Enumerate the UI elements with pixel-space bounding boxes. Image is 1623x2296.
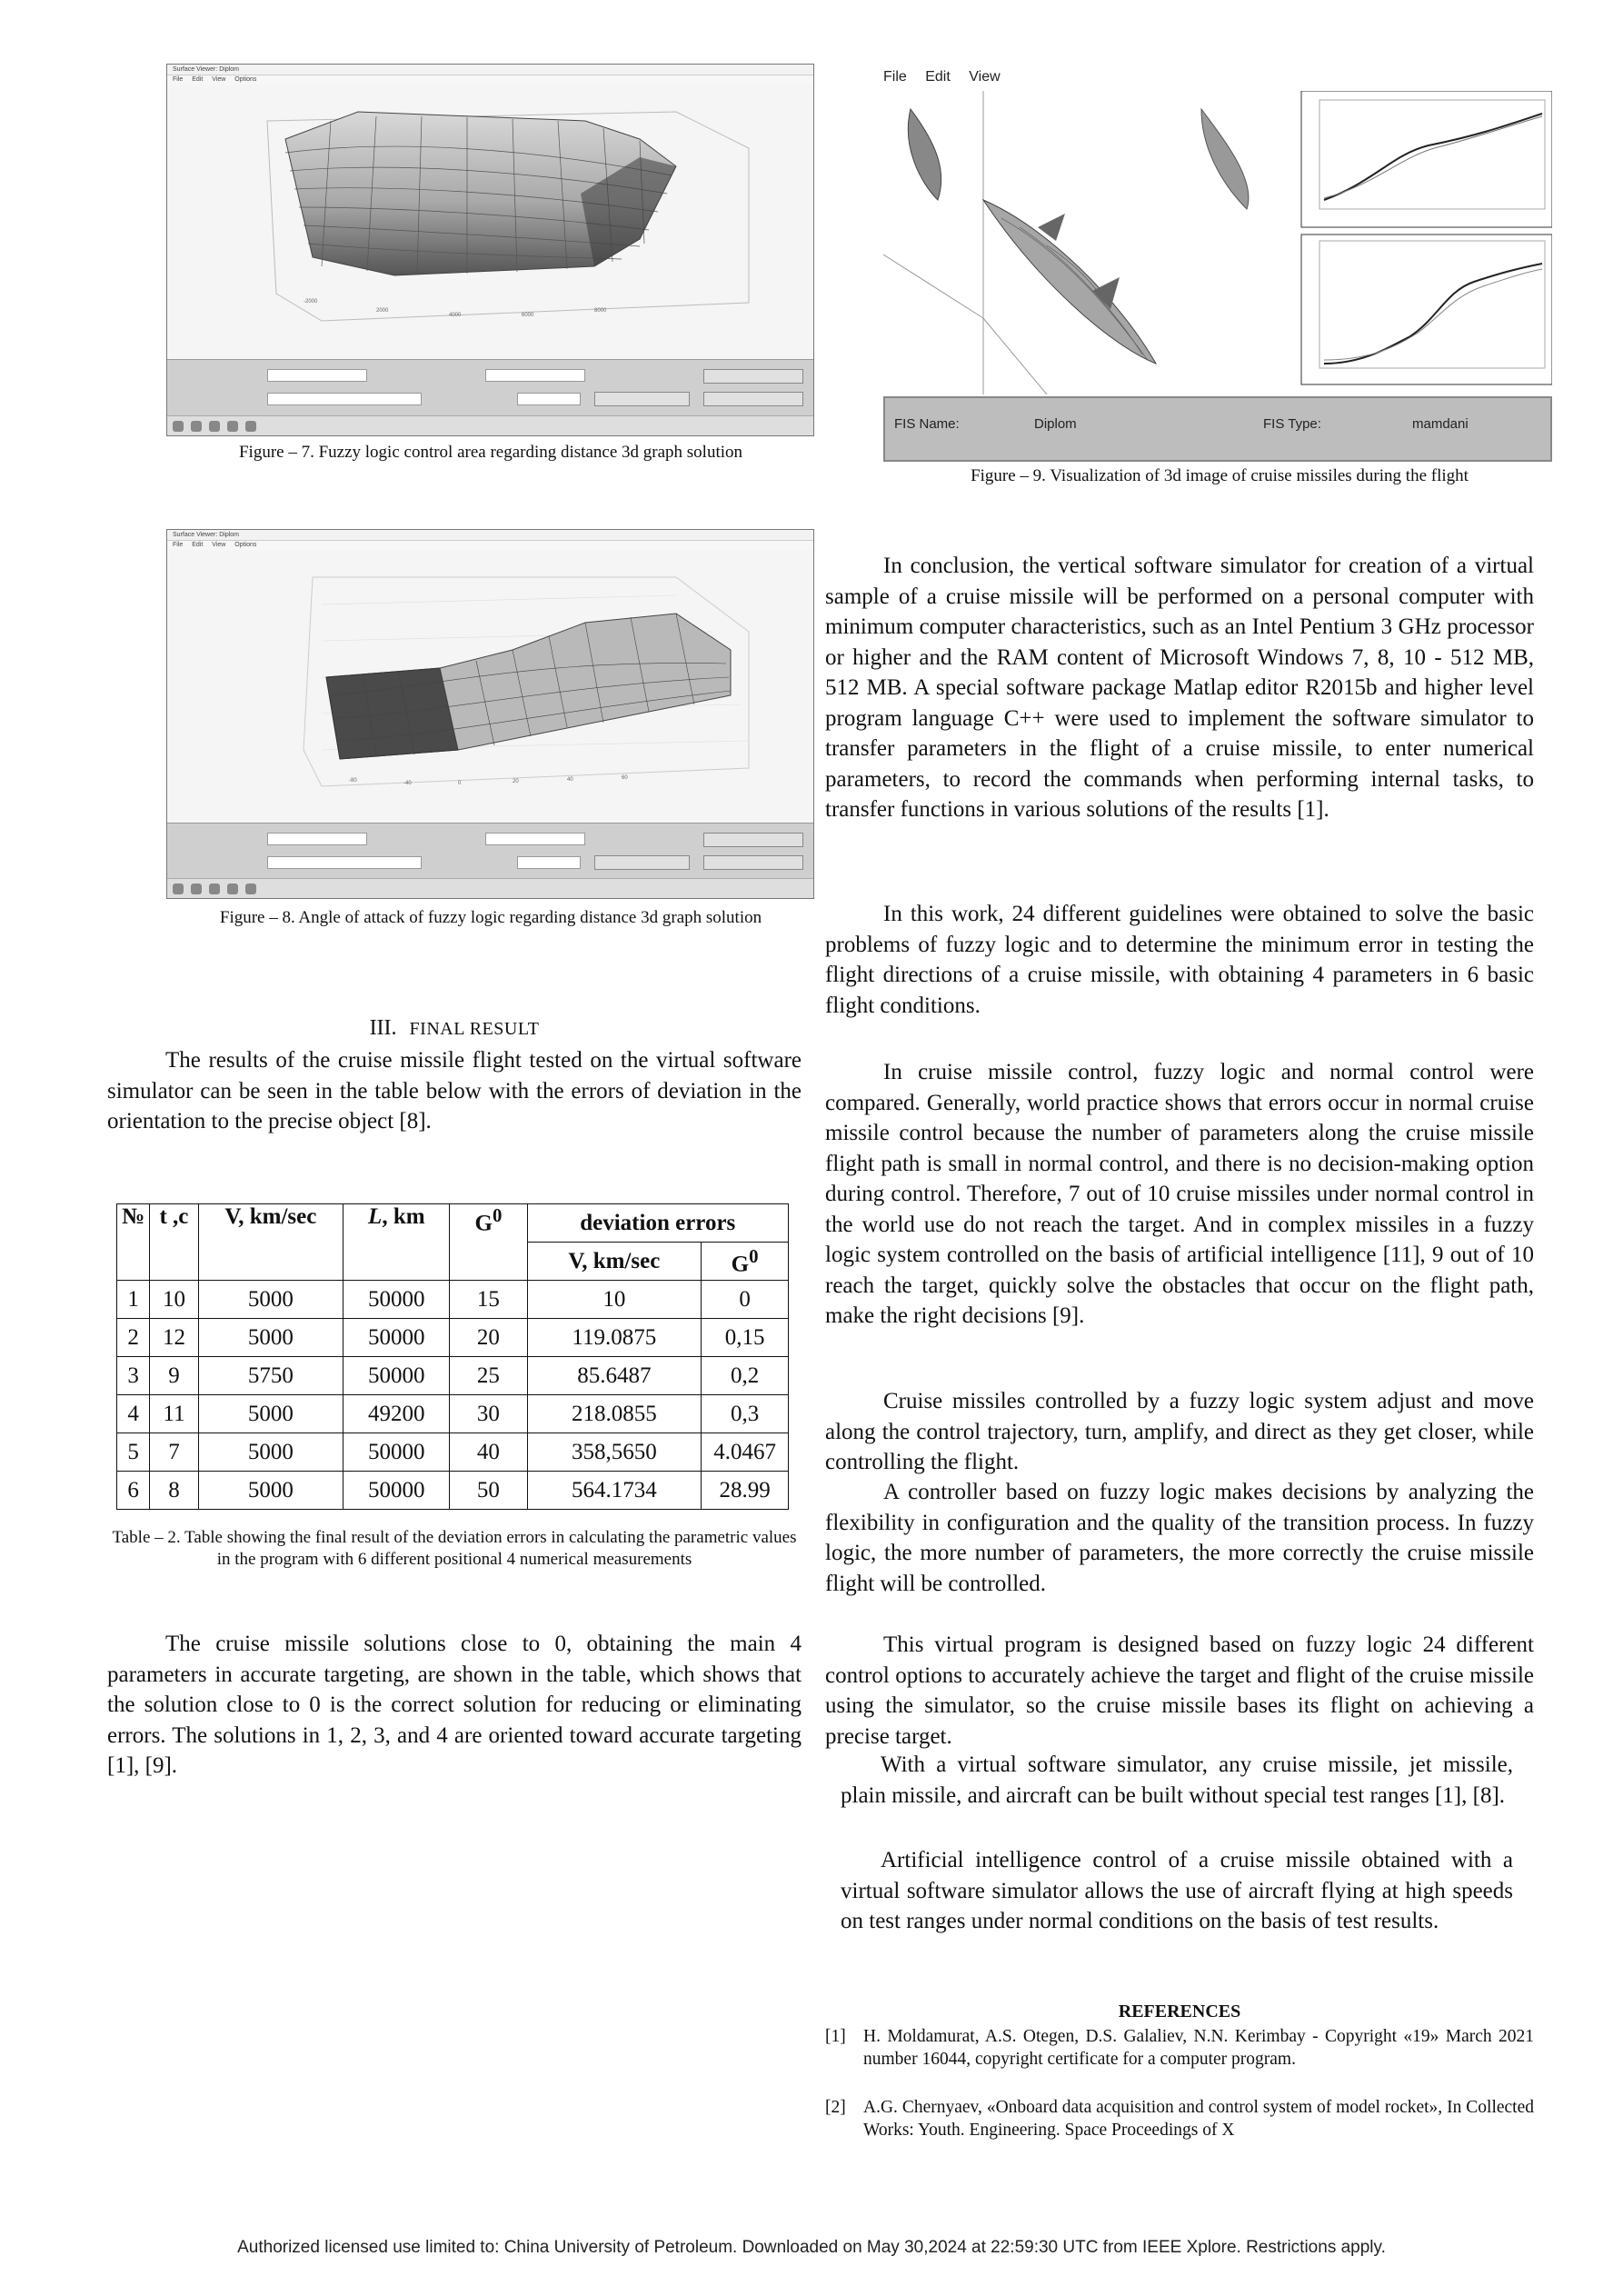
table-header-row [117, 1204, 789, 1243]
fis-name-label: FIS Name: [894, 416, 960, 432]
matlab-icon[interactable] [245, 883, 256, 894]
surface-plot [167, 85, 814, 359]
help-button[interactable] [594, 392, 690, 406]
section-heading [107, 1016, 802, 1041]
menu-view[interactable]: View [212, 76, 226, 83]
menu-bar [167, 75, 813, 85]
license-footer: Authorized licensed use limited to: China University of Petroleum. Downloaded on May 30,2024 at 22:59:30 UTC from IEEE Xplore. Restrictions apply. [237, 2238, 1386, 2257]
menu-file[interactable]: File [173, 76, 184, 83]
cell-l: 50000 [344, 1319, 450, 1357]
left-after-table-paragraph: The cruise missile solutions close to 0, obtaining the main 4 parameters in accurate targeting, are shown in the table, which shows that the solution close to 0 is the correct solution for reducing or eliminating errors. The solutions in 1, 2, 3, and 4 are oriented toward accurate targeting [1], [9]. [107, 1632, 802, 1778]
y-input-field[interactable] [485, 369, 585, 382]
menu-options[interactable]: Options [234, 542, 257, 548]
taskbar [167, 878, 813, 898]
right-paragraph-7: With a virtual software simulator, any cruise missile, jet missile, plain missile, and aircraft can be built without special test ranges [1], [8]. [841, 1752, 1513, 1808]
reference-text: A.G. Chernyaev, «Onboard data acquisition and control system of model rocket», In Collected Works: Youth. Engineering. Space Proceedings of X [863, 2098, 1534, 2140]
search-icon[interactable] [191, 883, 202, 894]
cell-no: 2 [117, 1319, 150, 1357]
menu-options[interactable]: Options [234, 76, 257, 83]
section-title: FINAL RESULT [409, 1019, 540, 1039]
cell-g: 50 [450, 1472, 527, 1510]
menu-file[interactable]: File [883, 69, 907, 85]
fis-name-value: Diplom [1034, 416, 1077, 432]
section-number: III. [369, 1016, 397, 1040]
figure-9-caption: Figure – 9. Visualization of 3d image of cruise missiles during the flight [971, 466, 1469, 485]
header-deviation: deviation errors [527, 1204, 788, 1243]
header-dev-v: V, km/sec [527, 1243, 702, 1281]
cell-l: 50000 [344, 1357, 450, 1395]
svg-text:-40: -40 [403, 781, 412, 786]
ref-input-field[interactable] [267, 393, 422, 405]
cell-dev-v: 564.1734 [527, 1472, 702, 1510]
start-icon[interactable] [173, 421, 184, 432]
cell-g: 30 [450, 1395, 527, 1433]
cell-no: 1 [117, 1281, 150, 1319]
header-dev-g-letter: G [731, 1252, 750, 1277]
control-panel [167, 359, 813, 417]
fis-type-label: FIS Type: [1263, 416, 1321, 432]
surface-plot-area [167, 550, 813, 823]
header-l-italic: L [368, 1204, 383, 1229]
x-input-field[interactable] [267, 369, 367, 382]
header-t: t ,c [150, 1204, 198, 1281]
table-row [117, 1433, 789, 1472]
header-v: V, km/sec [198, 1204, 344, 1281]
cell-v: 5000 [198, 1472, 344, 1510]
reference-item [825, 2025, 1534, 2071]
matlab-icon[interactable] [245, 421, 256, 432]
table-row [117, 1472, 789, 1510]
svg-text:40: 40 [567, 777, 573, 783]
references-title: REFERENCES [1118, 2002, 1241, 2021]
header-l [344, 1204, 450, 1281]
figure-7-screenshot [166, 64, 814, 436]
evaluate-button[interactable] [703, 833, 803, 847]
figure-7-caption: Figure – 7. Fuzzy logic control area regarding distance 3d graph solution [238, 443, 742, 462]
left-intro-paragraph: The results of the cruise missile flight tested on the virtual software simulator can be seen in the table below with the errors of deviation in the orientation to the precise object [8]. [107, 1048, 802, 1133]
x-input-field[interactable] [267, 833, 367, 845]
table-row [117, 1319, 789, 1357]
cell-l: 50000 [344, 1472, 450, 1510]
cell-t: 10 [150, 1281, 198, 1319]
reference-item [825, 2096, 1534, 2141]
close-button[interactable] [703, 855, 803, 870]
y-input-field[interactable] [485, 833, 585, 845]
svg-text:60: 60 [622, 775, 628, 781]
plot-points-field[interactable] [517, 393, 581, 405]
table-row [117, 1357, 789, 1395]
cell-v: 5000 [198, 1395, 344, 1433]
cell-l: 50000 [344, 1433, 450, 1472]
cell-no: 6 [117, 1472, 150, 1510]
right-paragraph-1: In conclusion, the vertical software simulator for creation of a virtual sample of a cruise missile will be performed on a personal computer with minimum computer characteristics, such as an Intel Pentium 3 GHz processor or higher and the RAM content of Microsoft Windows 7, 8, 10 - 512 MB, 512 MB. A special software package Matlap editor R2015b and higher level program language C++ were used to implement the software simulator to transfer parameters in the flight of a cruise missile, to enter numerical parameters, to record the commands when performing internal tasks, to transfer functions in various solutions of the results [1]. [825, 554, 1534, 822]
svg-text:-2000: -2000 [304, 299, 318, 304]
cell-g: 40 [450, 1433, 527, 1472]
menu-view[interactable]: View [212, 542, 226, 548]
browser-icon[interactable] [227, 883, 238, 894]
figure-8-screenshot [166, 529, 814, 899]
control-panel [167, 823, 813, 880]
cell-dev-g: 28.99 [702, 1472, 789, 1510]
menu-edit[interactable]: Edit [192, 542, 204, 548]
header-dev-g [702, 1243, 789, 1281]
cell-dev-v: 85.6487 [527, 1357, 702, 1395]
menu-view[interactable]: View [969, 69, 1001, 85]
cell-l: 50000 [344, 1281, 450, 1319]
reference-number: [2] [825, 2098, 846, 2117]
cell-v: 5000 [198, 1433, 344, 1472]
cell-dev-g: 0,2 [702, 1357, 789, 1395]
cell-no: 5 [117, 1433, 150, 1472]
right-paragraph-2: In this work, 24 different guidelines were obtained to solve the basic problems of fuzzy logic and to determine the minimum error in testing the flight directions of a cruise missile, with obtaining 4 parameters in 6 basic flight conditions. [825, 902, 1534, 1018]
cell-l: 49200 [344, 1395, 450, 1433]
help-button[interactable] [594, 855, 690, 870]
svg-text:0: 0 [458, 781, 462, 786]
app-icon[interactable] [209, 421, 220, 432]
cell-t: 11 [150, 1395, 198, 1433]
right-paragraph-3: In cruise missile control, fuzzy logic and normal control were compared. Generally, world practice shows that errors occur in normal cruise missile control because the number of parameters along the cruise missile flight path is small in normal control, and there is no decision-making option during control. Therefore, 7 out of 10 cruise missiles under normal control in the world use do not reach the target. And in complex missiles in a fuzzy logic system controlled on the basis of artificial intelligence [11], 9 out of 10 reach the target, quickly solve the obstacles that occur on the flight path, make the right decisions [9]. [825, 1060, 1534, 1328]
cell-v: 5000 [198, 1281, 344, 1319]
menu-edit[interactable]: Edit [925, 69, 951, 85]
right-paragraph-4: Cruise missiles controlled by a fuzzy logic system adjust and move along the control trajectory, turn, amplify, and direct as they get closer, while controlling the flight. [825, 1389, 1534, 1474]
window-title: Surface Viewer: Diplom [167, 530, 813, 541]
reference-number: [1] [825, 2027, 846, 2046]
cell-t: 8 [150, 1472, 198, 1510]
svg-text:-80: -80 [349, 778, 357, 784]
svg-text:4000: 4000 [449, 313, 462, 318]
cell-no: 3 [117, 1357, 150, 1395]
header-g-letter: G [474, 1211, 493, 1236]
header-no: № [117, 1204, 150, 1281]
svg-text:20: 20 [513, 779, 519, 784]
svg-text:2000: 2000 [376, 308, 389, 314]
right-paragraph-6: This virtual program is designed based on fuzzy logic 24 different control options to accurately achieve the target and flight of the cruise missile using the simulator, so the cruise missile bases its flight on achieving a precise target. [825, 1632, 1534, 1749]
cell-t: 12 [150, 1319, 198, 1357]
search-icon[interactable] [191, 421, 202, 432]
results-table [116, 1203, 789, 1510]
table-caption: Table – 2. Table showing the final result of the deviation errors in calculating the parametric values in the program with 6 different positional 4 numerical measurements [112, 1528, 797, 1569]
menu-bar [883, 69, 1015, 85]
window-title: Surface Viewer: Diplom [167, 65, 813, 75]
table-row [117, 1281, 789, 1319]
cell-g: 15 [450, 1281, 527, 1319]
cell-g: 25 [450, 1357, 527, 1395]
fis-info-bar [883, 396, 1552, 462]
figure-8-caption: Figure – 8. Angle of attack of fuzzy logic regarding distance 3d graph solution [219, 908, 762, 927]
svg-text:8000: 8000 [594, 308, 607, 314]
header-l-unit: , km [382, 1204, 425, 1229]
menu-edit[interactable]: Edit [192, 76, 204, 83]
cell-no: 4 [117, 1395, 150, 1433]
cell-t: 9 [150, 1357, 198, 1395]
cell-v: 5000 [198, 1319, 344, 1357]
cell-dev-v: 119.0875 [527, 1319, 702, 1357]
missile-3d-view [883, 91, 1552, 394]
ref-input-field[interactable] [267, 856, 422, 869]
header-g-sup: 0 [492, 1204, 503, 1226]
browser-icon[interactable] [227, 421, 238, 432]
reference-text: H. Moldamurat, A.S. Otegen, D.S. Galaliev, N.N. Kerimbay - Copyright «19» March 2021 number 16044, copyright certificate for a computer program. [863, 2027, 1534, 2069]
surface-plot-area [167, 85, 813, 359]
menu-file[interactable]: File [173, 542, 184, 548]
cell-t: 7 [150, 1433, 198, 1472]
fis-type-value: mamdani [1412, 416, 1469, 432]
cell-v: 5750 [198, 1357, 344, 1395]
cell-dev-g: 0,3 [702, 1395, 789, 1433]
cell-dev-v: 358,5650 [527, 1433, 702, 1472]
cell-dev-v: 218.0855 [527, 1395, 702, 1433]
app-icon[interactable] [209, 883, 220, 894]
cell-dev-g: 4.0467 [702, 1433, 789, 1472]
svg-text:6000: 6000 [522, 313, 534, 318]
close-button[interactable] [703, 392, 803, 406]
surface-plot [167, 550, 814, 823]
figure-9-screenshot [883, 69, 1552, 462]
cell-g: 20 [450, 1319, 527, 1357]
evaluate-button[interactable] [703, 369, 803, 384]
cell-dev-v: 10 [527, 1281, 702, 1319]
right-paragraph-8: Artificial intelligence control of a cruise missile obtained with a virtual software simulator allows the use of aircraft flying at high speeds on test ranges under normal conditions on the basis of test results. [841, 1848, 1513, 1933]
right-paragraph-5: A controller based on fuzzy logic makes decisions by analyzing the flexibility in configuration and the quality of the transition process. In fuzzy logic, the more number of parameters, the more correctly the cruise missile flight will be controlled. [825, 1480, 1534, 1596]
header-g [450, 1204, 527, 1281]
header-dev-g-sup: 0 [749, 1244, 759, 1267]
cell-dev-g: 0,15 [702, 1319, 789, 1357]
start-icon[interactable] [173, 883, 184, 894]
taskbar [167, 415, 813, 435]
plot-points-field[interactable] [517, 856, 581, 869]
cell-dev-g: 0 [702, 1281, 789, 1319]
menu-bar [167, 541, 813, 550]
table-row [117, 1395, 789, 1433]
